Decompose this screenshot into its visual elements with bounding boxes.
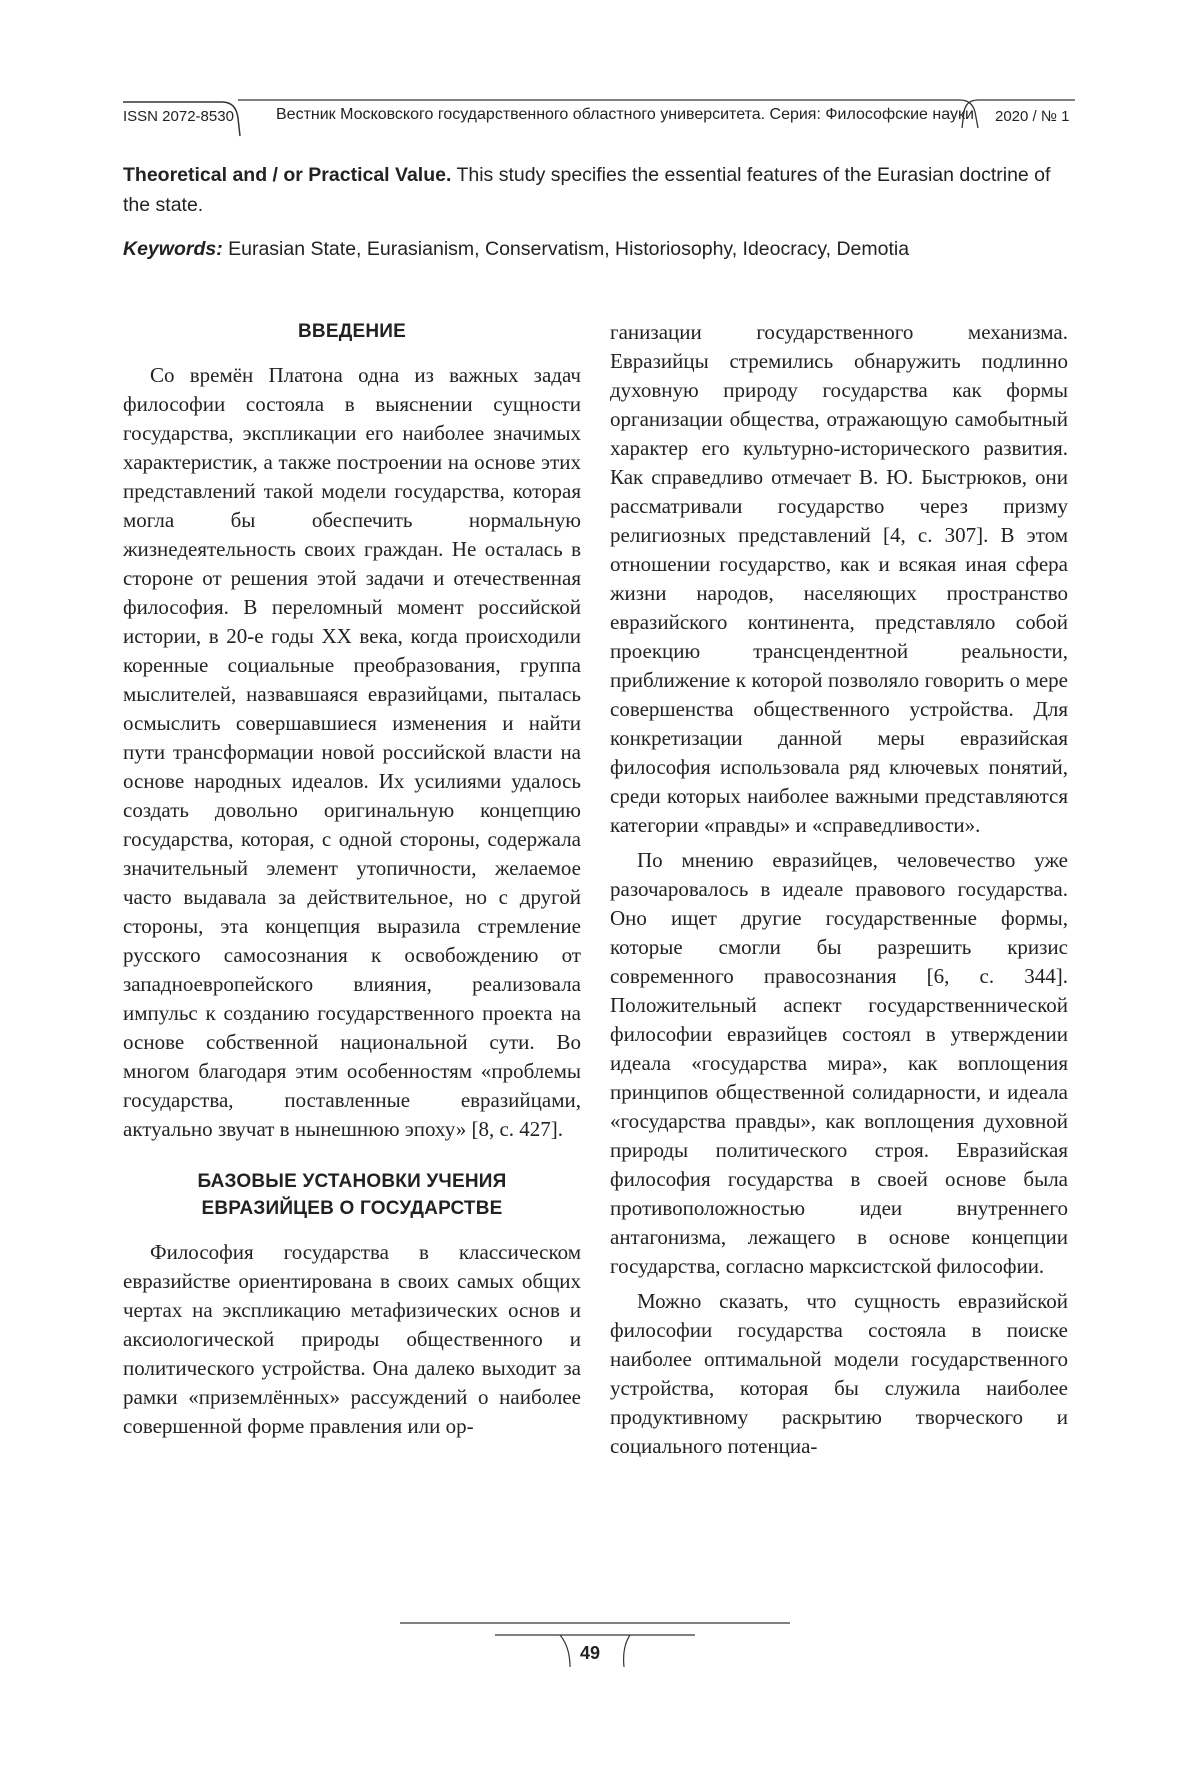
section-heading-base-line1: БАЗОВЫЕ УСТАНОВКИ УЧЕНИЯ: [197, 1171, 507, 1192]
keywords-text: Eurasian State, Eurasianism, Conservatism, Historiosophy, Ideocracy, Demotia: [222, 238, 910, 260]
issn-label: ISSN 2072-8530: [123, 108, 234, 125]
section-heading-intro: ВВЕДЕНИЕ: [298, 321, 406, 342]
page-number: 49: [579, 1643, 601, 1663]
journal-title: Вестник Московского государственного областного университета. Серия: Философские науки: [276, 106, 974, 123]
right-paragraph-1: ганизации государственного механизма. Евразийцы стремились обнаружить подлинно духовную природу государства как формы организации общества, отражающую самобытный характер его культурно-исторического развития. Как справедливо отмечает В. Ю. Быстрюков, они рассматривали государство через призму религиозных представлений [4, с. 307]. В этом отношении государство, как и всякая иная сфера жизни народов, населяющих пространство евразийского континента, представляло собой проекцию трансцендентной реальности, приближение к которой позволяло говорить о мере совершенства общественного устройства. Для конкретизации данной меры евразийская философия использовала ряд ключевых понятий, среди которых наиболее важными представляются категории «правды» и «справедливости».: [610, 320, 1068, 837]
left-column: [123, 318, 581, 1441]
issue-label: 2020 / № 1: [995, 108, 1070, 125]
base-paragraph: Философия государства в классическом евразийстве ориентирована в своих самых общих чертах на экспликацию метафизических основ и аксиологической природы общественного и политического устройства. Она далеко выходит за рамки «приземлённых» рассуждений о наиболее совершенной форме правления или ор-: [123, 1240, 581, 1438]
keywords: [123, 234, 1073, 264]
section-heading-base-line2: ЕВРАЗИЙЦЕВ О ГОСУДАРСТВЕ: [201, 1198, 503, 1219]
header-frame-lines: [0, 0, 1200, 150]
section-heading-base: [123, 1168, 581, 1222]
keywords-label: Keywords:: [123, 238, 223, 260]
right-paragraph-3: Можно сказать, что сущность евразийской философии государства состояла в поиске наиболее оптимальной модели государственного устройства, которая бы служила наиболее продуктивному раскрытию творческого и социального потенциа-: [610, 1289, 1068, 1458]
abstract-block: [123, 160, 1073, 278]
running-header: [0, 0, 1200, 150]
right-column: [610, 318, 1068, 1461]
practical-value-text: This study specifies the essential features of the Eurasian doctrine of the state.: [123, 164, 1051, 216]
page-footer: [0, 1615, 1200, 1695]
practical-value-label: Theoretical and / or Practical Value.: [123, 164, 452, 186]
intro-paragraph: Со времён Платона одна из важных задач философии состояла в выяснении сущности государства, экспликации его наиболее значимых характеристик, а также построении на основе этих представлений такой модели государства, которая могла бы обеспечить нормальную жизнедеятельность своих граждан. Не осталась в стороне от решения этой задачи и отечественная философия. В переломный момент российской истории, в 20-е годы XX века, когда происходили коренные социальные преобразования, группа мыслителей, назвавшаяся евразийцами, пыталась осмыслить совершавшиеся изменения и найти пути трансформации новой российской власти на основе народных идеалов. Их усилиями удалось создать довольно оригинальную концепцию государства, которая, с одной стороны, содержала значительный элемент утопичности, желаемое часто выдавала за действительное, но с другой стороны, эта концепция выразила стремление русского самосознания к освобождению от западноевропейского влияния, реализовала импульс к созданию государственного проекта на основе собственной национальной сути. Во многом благодаря этим особенностям «проблемы государства, поставленные евразийцами, актуально звучат в нынешнюю эпоху» [8, с. 427].: [123, 363, 581, 1141]
practical-value: [123, 160, 1073, 220]
right-paragraph-2: По мнению евразийцев, человечество уже разочаровалось в идеале правового государства. Оно ищет другие государственные формы, которые смогли бы разрешить кризис современного правосознания [6, с. 344]. Положительный аспект государственнической философии евразийцев состоял в утверждении идеала «государства мира», как воплощения принципов общественной солидарности, и идеала «государства правды», как воплощения духовной природы политического строя. Евразийская философия государства в своей основе была противоположностью идеи внутреннего антагонизма, лежащего в основе концепции государства, согласно марксистской философии.: [610, 848, 1068, 1278]
